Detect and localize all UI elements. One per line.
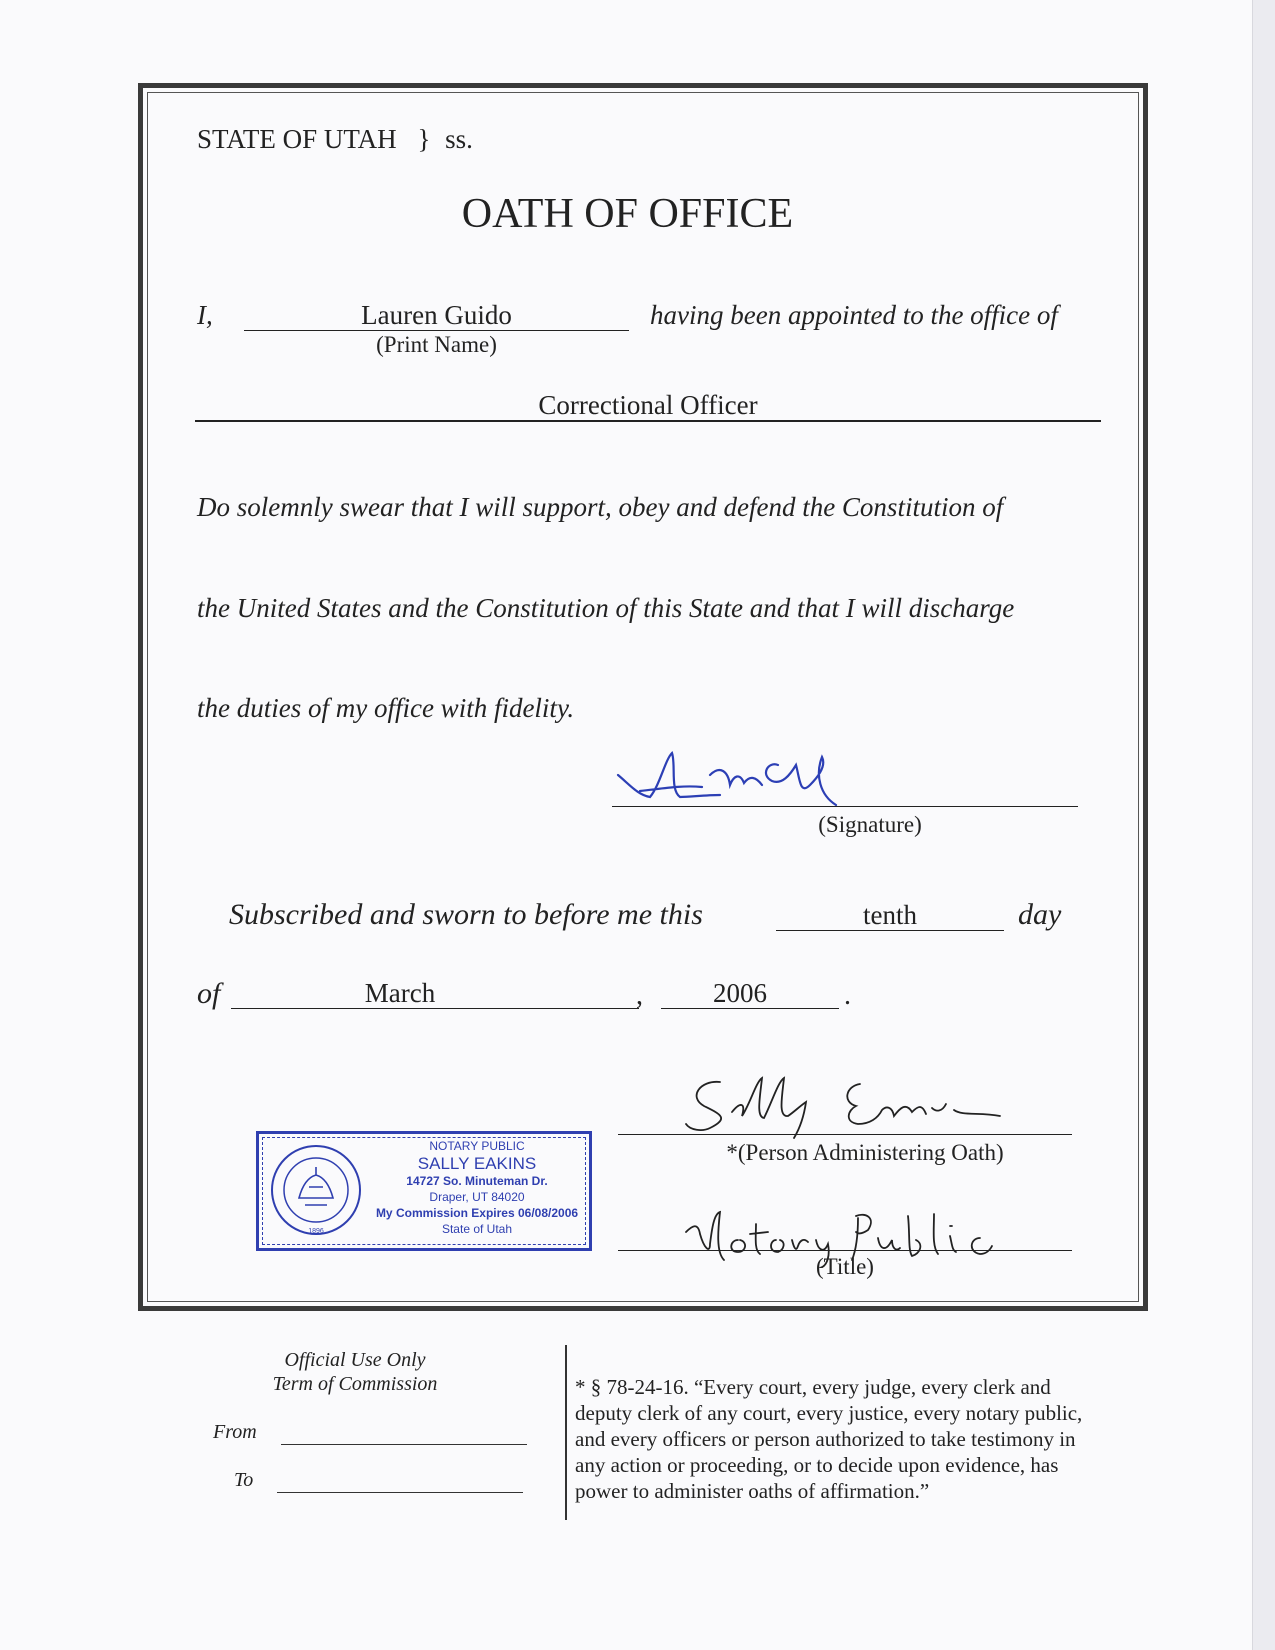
comma-mark: , — [636, 980, 643, 1011]
state-name: STATE OF UTAH — [197, 124, 397, 154]
oath-line-3: the duties of my office with fidelity. — [197, 693, 575, 723]
name-caption: (Print Name) — [376, 332, 497, 357]
i-label: I, — [197, 300, 213, 330]
stamp-line-1: NOTARY PUBLIC — [429, 1139, 525, 1153]
page-title: OATH OF OFFICE — [461, 191, 794, 237]
signature-caption: (Signature) — [818, 812, 922, 837]
footnote-line-3: and every officers or person authorized to take testimony in — [575, 1427, 1076, 1451]
of-label: of — [197, 977, 221, 1010]
state-seal-icon — [269, 1143, 363, 1237]
brace-mark: } — [417, 124, 431, 154]
day-label: day — [1018, 898, 1062, 931]
title-caption: (Title) — [816, 1254, 874, 1279]
name-value: Lauren Guido — [361, 300, 512, 330]
period-mark: . — [844, 980, 851, 1011]
administrator-signature — [680, 1072, 1040, 1140]
to-field[interactable] — [277, 1468, 523, 1493]
appointed-text: having been appointed to the office of — [650, 300, 1058, 330]
stamp-line-2: SALLY EAKINS — [417, 1154, 537, 1173]
month-value: March — [364, 978, 436, 1008]
ss-mark: ss. — [445, 124, 473, 154]
footnote-line-1: * § 78-24-16. “Every court, every judge, every clerk and — [575, 1375, 1051, 1399]
stamp-line-6: State of Utah — [441, 1222, 513, 1236]
year-value: 2006 — [713, 978, 767, 1008]
from-label: From — [213, 1421, 257, 1443]
signature-line — [612, 806, 1078, 807]
official-use-heading: Official Use Only — [284, 1349, 426, 1371]
stamp-line-4: Draper, UT 84020 — [429, 1190, 525, 1204]
office-value: Correctional Officer — [538, 390, 758, 420]
seal-year: 1896 — [308, 1228, 324, 1235]
section-divider — [565, 1345, 567, 1520]
stamp-text — [367, 1138, 587, 1237]
footnote-line-2: deputy clerk of any court, every justice, every notary public, — [575, 1401, 1083, 1425]
from-field[interactable] — [281, 1420, 527, 1445]
title-line — [618, 1250, 1072, 1251]
stamp-line-5: My Commission Expires 06/08/2006 — [375, 1206, 579, 1220]
page-edge — [1252, 0, 1275, 1650]
oath-line-1: Do solemnly swear that I will support, obey and defend the Constitution of — [197, 492, 1004, 522]
oath-taker-signature — [610, 735, 910, 815]
sworn-prefix: Subscribed and sworn to before me this — [229, 898, 703, 931]
footnote-line-4: any action or proceeding, or to decide upon evidence, has — [575, 1453, 1059, 1477]
oath-line-2: the United States and the Constitution of this State and that I will discharge — [197, 593, 1015, 623]
state-header — [197, 124, 473, 155]
footnote-line-5: power to administer oaths of affirmation.” — [575, 1479, 930, 1503]
year-field — [661, 978, 839, 1009]
notary-stamp — [256, 1131, 592, 1251]
administrator-caption: *(Person Administering Oath) — [726, 1140, 1004, 1165]
administrator-line — [618, 1134, 1072, 1135]
day-value: tenth — [863, 900, 917, 930]
name-field — [244, 300, 629, 331]
footnote — [575, 1374, 1082, 1504]
stamp-line-3: 14727 So. Minuteman Dr. — [406, 1174, 548, 1188]
office-field — [195, 390, 1101, 422]
term-heading: Term of Commission — [272, 1373, 438, 1395]
month-field — [231, 978, 639, 1009]
day-field — [776, 900, 1004, 931]
to-label: To — [234, 1469, 254, 1491]
